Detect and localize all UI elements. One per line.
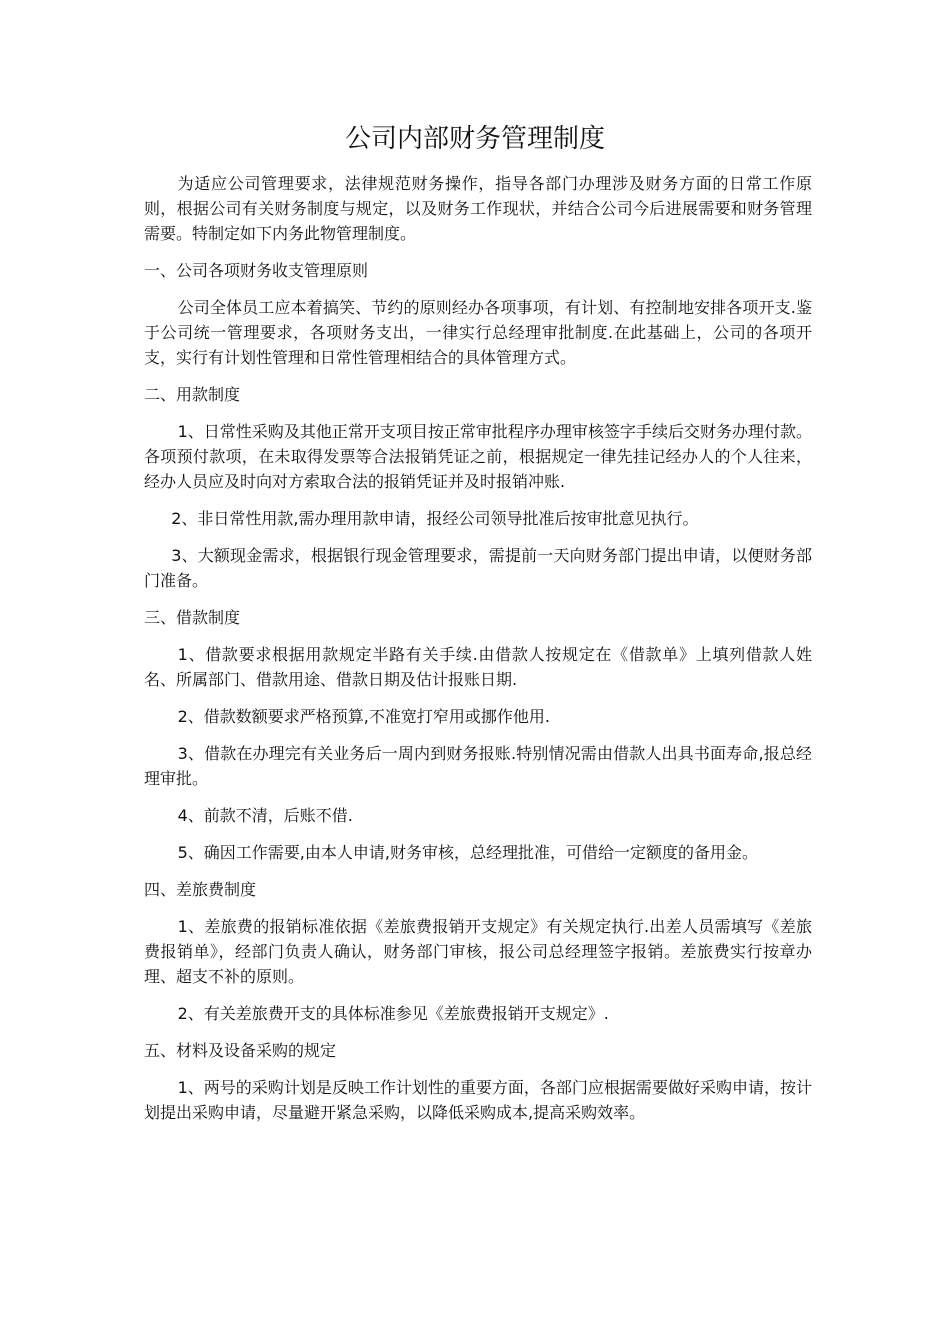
section-2-paragraph-2: 2、非日常性用款,需办理用款申请，报经公司领导批准后按审批意见执行。	[171, 509, 699, 528]
section-2-paragraph-3: 3、大额现金需求，根据银行现金管理要求，需提前一天向财务部门提出申请，以便财务部门准备。	[144, 546, 812, 590]
section-1-paragraph-1: 公司全体员工应本着搞笑、节约的原则经办各项事项，有计划、有控制地安排各项开支.鉴于公司统一管理要求，各项财务支出，一律实行总经理审批制度.在此基础上，公司的各项开支，实行有计划性管理和日常性管理相结合的具体管理方式。	[144, 298, 812, 367]
section-heading-1: 一、公司各项财务收支管理原则	[144, 261, 369, 280]
document-body	[144, 171, 812, 1137]
section-heading-5: 五、材料及设备采购的规定	[144, 1041, 337, 1060]
section-5-paragraph-1: 1、两号的采购计划是反映工作计划性的重要方面，各部门应根据需要做好采购申请，按计划提出采购申请，尽量避开紧急采购，以降低采购成本,提高采购效率。	[144, 1078, 812, 1122]
section-4-paragraph-2: 2、有关差旅费开支的具体标准参见《差旅费报销开支规定》.	[177, 1004, 609, 1023]
section-3-paragraph-1: 1、借款要求根据用款规定半路有关手续.由借款人按规定在《借款单》上填列借款人姓名、所属部门、借款用途、借款日期及估计报账日期.	[144, 645, 812, 689]
section-3-paragraph-4: 4、前款不清，后账不借.	[177, 806, 353, 825]
section-3-paragraph-2: 2、借款数额要求严格预算,不准宽打窄用或挪作他用.	[177, 707, 550, 726]
section-3-paragraph-3: 3、借款在办理完有关业务后一周内到财务报账.特别情况需由借款人出具书面寿命,报总经理审批。	[144, 744, 812, 788]
document-title: 公司内部财务管理制度	[344, 124, 605, 154]
section-2-paragraph-1: 1、日常性采购及其他正常开支项目按正常审批程序办理审核签字手续后交财务办理付款。各项预付款项，在未取得发票等合法报销凭证之前，根据规定一律先挂记经办人的个人往来，经办人员应及时向对方索取合法的报销凭证并及时报销冲账.	[144, 422, 812, 491]
intro-paragraph: 为适应公司管理要求，法律规范财务操作，指导各部门办理涉及财务方面的日常工作原则，根据公司有关财务制度与规定，以及财务工作现状，并结合公司今后进展需要和财务管理需要。特制定如下内务此物管理制度。	[144, 174, 812, 243]
section-heading-3: 三、借款制度	[144, 608, 241, 627]
section-heading-2: 二、用款制度	[144, 385, 241, 404]
section-heading-4: 四、差旅费制度	[144, 880, 257, 899]
section-4-paragraph-1: 1、差旅费的报销标准依据《差旅费报销开支规定》有关规定执行.出差人员需填写《差旅费报销单》，经部门负责人确认，财务部门审核，报公司总经理签字报销。差旅费实行按章办理、超支不补的原则。	[144, 917, 812, 986]
section-3-paragraph-5: 5、确因工作需要,由本人申请,财务审核，总经理批准，可借给一定额度的备用金。	[177, 843, 758, 862]
